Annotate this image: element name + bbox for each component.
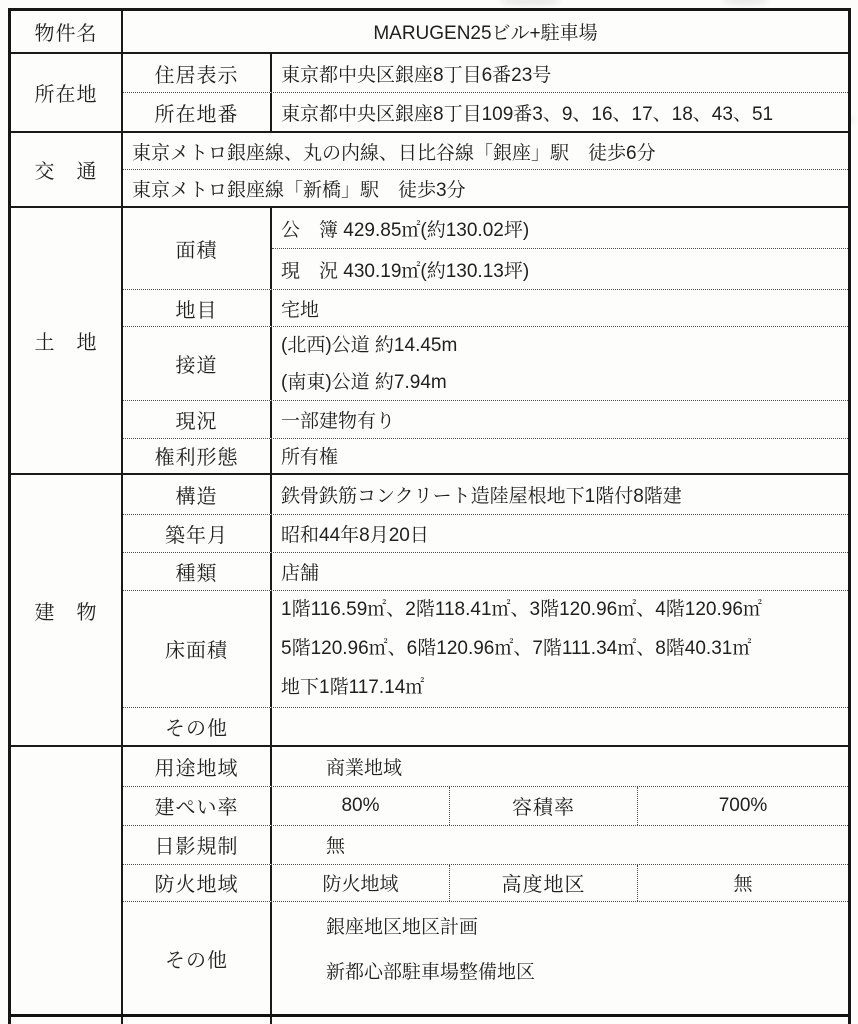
building-other-value (272, 708, 848, 746)
next-section-value-empty (272, 1017, 848, 1024)
land-frontage-label: 接道 (123, 327, 272, 400)
land-rights-value: 所有権 (281, 447, 339, 469)
floor-ratio-label: 容積率 (450, 787, 638, 826)
next-section-row-cutoff (123, 1017, 848, 1024)
row-land-area-current (272, 249, 848, 289)
row-access-line-1 (123, 133, 848, 170)
shadow-regulation-value: 無 (326, 836, 346, 858)
row-building-type (123, 553, 848, 591)
building-floor-area-label: 床面積 (123, 591, 272, 707)
section-land (11, 208, 848, 475)
row-residential-address (123, 54, 848, 93)
location-label: 所在地 (11, 54, 123, 131)
row-building-structure (123, 475, 848, 515)
row-access-line-2 (123, 170, 848, 206)
row-land-area (123, 208, 848, 290)
regulations-other-line-2: 新都心部駐車場整備地区 (326, 962, 536, 984)
row-building-built (123, 515, 848, 553)
row-building-other (123, 708, 848, 746)
floor-ratio-value: 700% (718, 794, 768, 816)
row-property-name (11, 11, 848, 54)
land-label: 土 地 (11, 208, 123, 473)
zoning-value: 商業地域 (326, 757, 403, 779)
row-land-category (123, 290, 848, 327)
regulations-other-label: その他 (123, 902, 272, 1014)
scan-artifact (500, 0, 560, 6)
row-fire-district (123, 865, 848, 903)
section-building (11, 475, 848, 747)
land-frontage-line-1: (北西)公道 約14.45m (281, 334, 458, 356)
land-area-registered: 公 簿 429.85㎡(約130.02坪) (281, 219, 530, 241)
zoning-label: 用途地域 (123, 747, 272, 786)
next-section-label-empty (11, 1017, 123, 1024)
land-rights-label: 権利形態 (123, 439, 272, 473)
next-section-sublabel-empty (123, 1017, 272, 1024)
land-status-label: 現況 (123, 401, 272, 437)
land-frontage-line-2: (南東)公道 約7.94m (281, 371, 447, 393)
residential-address-value: 東京都中央区銀座8丁目6番23号 (281, 64, 552, 86)
property-spec-table (8, 8, 851, 1024)
land-area-current: 現 況 430.19㎡(約130.13坪) (281, 260, 530, 282)
floor-area-line-1: 1階116.59㎡、2階118.41㎡、3階120.96㎡、4階120.96㎡ (281, 599, 762, 620)
residential-address-label: 住居表示 (123, 54, 272, 92)
regulations-label-empty (11, 747, 123, 1014)
access-line-2: 東京メトロ銀座線「新橋」駅 徒歩3分 (132, 179, 466, 201)
lot-number-label: 所在地番 (123, 93, 272, 131)
land-category-value: 宅地 (281, 299, 320, 321)
land-category-label: 地目 (123, 290, 272, 326)
row-land-area-registered (272, 208, 848, 249)
coverage-ratio-value: 80% (272, 787, 450, 826)
regulations-other-value (272, 902, 848, 1014)
coverage-ratio-label: 建ぺい率 (123, 787, 272, 826)
shadow-regulation-label: 日影規制 (123, 826, 272, 864)
building-structure-value: 鉄骨鉄筋コンクリート造陸屋根地下1階付8階建 (281, 486, 682, 508)
row-land-rights (123, 439, 848, 473)
floor-area-line-3: 地下1階117.14㎡ (281, 677, 425, 698)
building-label: 建 物 (11, 475, 123, 745)
land-area-label: 面積 (123, 208, 272, 289)
scan-artifact (722, 0, 768, 5)
building-type-label: 種類 (123, 553, 272, 590)
section-regulations (11, 747, 848, 1017)
building-floor-area-value (272, 591, 848, 707)
height-district-label: 高度地区 (450, 865, 638, 902)
lot-number-value: 東京都中央区銀座8丁目109番3、9、16、17、18、43、51 (281, 103, 774, 125)
section-location (11, 54, 848, 133)
building-built-value: 昭和44年8月20日 (281, 525, 429, 547)
height-district-value: 無 (733, 874, 753, 896)
regulations-other-line-1: 銀座地区地区計画 (326, 917, 479, 939)
building-built-label: 築年月 (123, 515, 272, 552)
section-access (11, 133, 848, 208)
access-label: 交 通 (11, 133, 123, 206)
row-building-floor-area (123, 591, 848, 708)
row-regulations-other (123, 902, 848, 1014)
row-land-frontage (123, 327, 848, 401)
land-frontage-value (272, 327, 848, 400)
building-structure-label: 構造 (123, 475, 272, 514)
row-shadow-regulation (123, 826, 848, 865)
fire-district-label: 防火地域 (123, 865, 272, 902)
building-other-label: その他 (123, 708, 272, 746)
fire-district-value: 防火地域 (272, 865, 450, 902)
property-name-label: 物件名 (11, 11, 123, 52)
access-line-1: 東京メトロ銀座線、丸の内線、日比谷線「銀座」駅 徒歩6分 (132, 142, 656, 164)
land-status-value: 一部建物有り (281, 410, 396, 432)
floor-area-line-2: 5階120.96㎡、6階120.96㎡、7階111.34㎡、8階40.31㎡ (281, 638, 752, 659)
row-zoning (123, 747, 848, 787)
row-coverage-ratio (123, 787, 848, 827)
building-type-value: 店舗 (281, 562, 320, 584)
section-next-cutoff (11, 1017, 848, 1024)
row-land-status (123, 401, 848, 438)
row-lot-number (123, 93, 848, 131)
property-name-value: MARUGEN25ビル+駐車場 (373, 23, 598, 44)
